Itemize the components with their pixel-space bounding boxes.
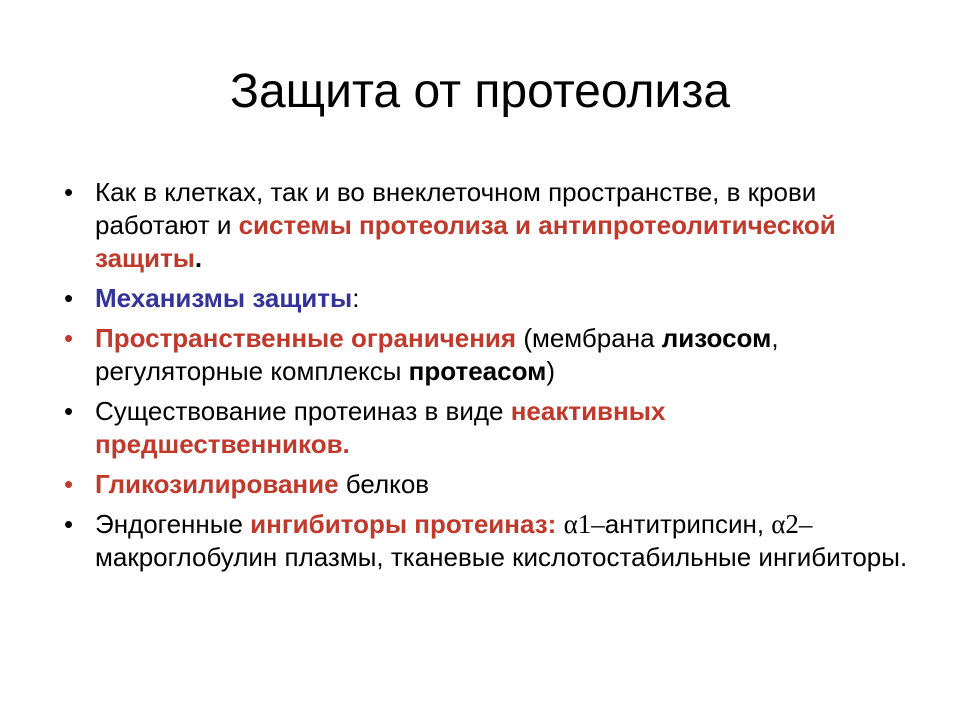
text-segment: Эндогенные (95, 509, 251, 539)
text-segment: , регуляторные комплексы (95, 323, 779, 386)
bullet-item (62, 282, 922, 315)
text-segment: макроглобулин плазмы, тканевые кислотостабильные ингибиторы. (95, 542, 908, 572)
greek-alpha-text: α2– (771, 509, 813, 539)
bullet-item (62, 395, 922, 461)
bullet-dot: • (64, 177, 74, 207)
highlight-text: неактивных предшественников. (95, 396, 666, 459)
bullet-dot: • (64, 469, 74, 499)
text-segment (556, 509, 563, 539)
bullet-item (62, 176, 922, 275)
text-segment: (мембрана (516, 323, 662, 353)
greek-alpha-text: α1– (563, 509, 605, 539)
highlight-text: системы протеолиза и антипротеолитической защиты (95, 210, 836, 273)
bullet-dot: • (64, 283, 74, 313)
bold-text: протеасом (408, 356, 547, 386)
bullet-item (62, 468, 922, 501)
text-segment: белков (338, 469, 430, 499)
bold-text: лизосом (661, 323, 772, 353)
text-segment: . (194, 243, 203, 273)
text-segment: Как в клетках, так и во внеклеточном пространстве, в крови работают и (95, 177, 817, 240)
highlight-text: ингибиторы протеиназ: (250, 509, 557, 539)
slide-title: Защита от протеолиза (229, 65, 731, 118)
text-segment: Существование протеиназ в виде (95, 396, 511, 426)
bullet-item (62, 508, 922, 574)
bullet-dot: • (64, 396, 74, 426)
text-segment: антитрипсин, (604, 509, 772, 539)
bullet-item (62, 322, 922, 388)
highlight-text: Пространственные ограничения (95, 323, 517, 353)
bullet-dot: • (64, 509, 74, 539)
bullet-dot: • (64, 323, 74, 353)
text-segment: : (352, 283, 360, 313)
highlight-text: Механизмы защиты (95, 283, 353, 313)
bullet-list (62, 176, 922, 581)
highlight-text: Гликозилирование (95, 469, 339, 499)
text-segment: ) (546, 356, 556, 386)
